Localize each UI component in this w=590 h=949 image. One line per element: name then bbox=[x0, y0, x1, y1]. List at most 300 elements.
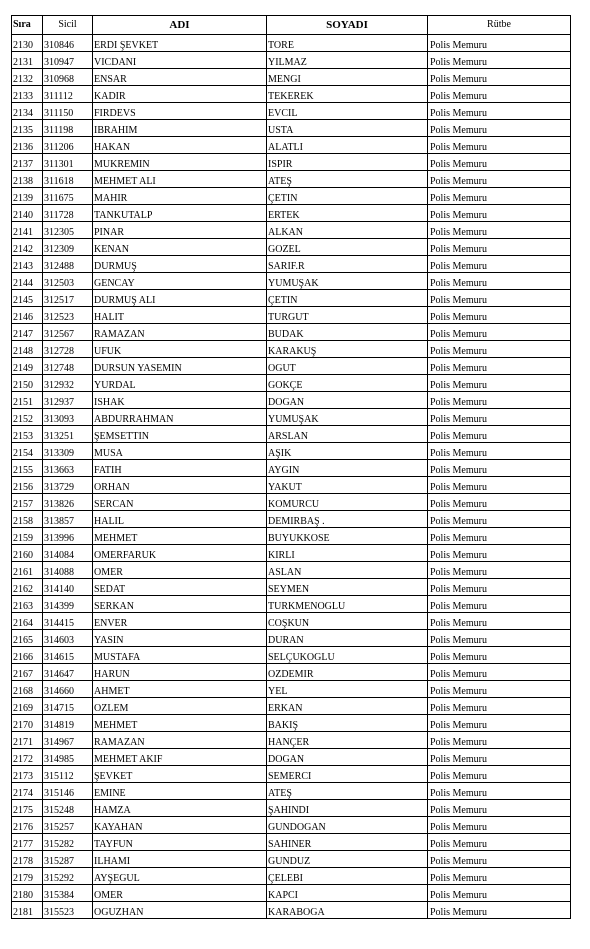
cell-rutbe: Polis Memuru bbox=[428, 426, 571, 443]
cell-sicil: 312937 bbox=[43, 392, 93, 409]
cell-adi: KAYAHAN bbox=[93, 817, 267, 834]
cell-sira: 2161 bbox=[12, 562, 43, 579]
cell-adi: OGUZHAN bbox=[93, 902, 267, 919]
cell-sira: 2176 bbox=[12, 817, 43, 834]
cell-soyadi: ALATLI bbox=[267, 137, 428, 154]
cell-sira: 2179 bbox=[12, 868, 43, 885]
cell-sira: 2145 bbox=[12, 290, 43, 307]
cell-soyadi: DOGAN bbox=[267, 749, 428, 766]
table-row bbox=[12, 426, 571, 443]
cell-rutbe: Polis Memuru bbox=[428, 749, 571, 766]
table-row bbox=[12, 392, 571, 409]
cell-rutbe: Polis Memuru bbox=[428, 188, 571, 205]
cell-adi: EMINE bbox=[93, 783, 267, 800]
table-row bbox=[12, 137, 571, 154]
table-row bbox=[12, 358, 571, 375]
table-row bbox=[12, 307, 571, 324]
personnel-table bbox=[11, 15, 571, 919]
cell-adi: DURSUN YASEMIN bbox=[93, 358, 267, 375]
cell-rutbe: Polis Memuru bbox=[428, 783, 571, 800]
cell-sira: 2159 bbox=[12, 528, 43, 545]
cell-rutbe: Polis Memuru bbox=[428, 35, 571, 52]
cell-sicil: 313996 bbox=[43, 528, 93, 545]
table-row bbox=[12, 120, 571, 137]
table-row bbox=[12, 69, 571, 86]
cell-soyadi: ÇETIN bbox=[267, 188, 428, 205]
cell-rutbe: Polis Memuru bbox=[428, 528, 571, 545]
cell-sicil: 311618 bbox=[43, 171, 93, 188]
cell-soyadi: DURAN bbox=[267, 630, 428, 647]
table-row bbox=[12, 154, 571, 171]
table-row bbox=[12, 664, 571, 681]
cell-sicil: 315146 bbox=[43, 783, 93, 800]
cell-soyadi: ŞAHINDI bbox=[267, 800, 428, 817]
cell-sicil: 315282 bbox=[43, 834, 93, 851]
cell-adi: MEHMET bbox=[93, 528, 267, 545]
cell-rutbe: Polis Memuru bbox=[428, 579, 571, 596]
cell-soyadi: AYGIN bbox=[267, 460, 428, 477]
table-row bbox=[12, 766, 571, 783]
header-soyadi: SOYADI bbox=[267, 16, 428, 35]
cell-soyadi: ALKAN bbox=[267, 222, 428, 239]
cell-sicil: 311728 bbox=[43, 205, 93, 222]
cell-sira: 2140 bbox=[12, 205, 43, 222]
cell-adi: ŞEMSETTIN bbox=[93, 426, 267, 443]
cell-soyadi: KAPCI bbox=[267, 885, 428, 902]
cell-rutbe: Polis Memuru bbox=[428, 120, 571, 137]
cell-rutbe: Polis Memuru bbox=[428, 86, 571, 103]
cell-soyadi: OZDEMIR bbox=[267, 664, 428, 681]
cell-soyadi: HANÇER bbox=[267, 732, 428, 749]
cell-rutbe: Polis Memuru bbox=[428, 358, 571, 375]
cell-rutbe: Polis Memuru bbox=[428, 494, 571, 511]
cell-adi: MEHMET bbox=[93, 715, 267, 732]
cell-rutbe: Polis Memuru bbox=[428, 290, 571, 307]
cell-soyadi: KARAKUŞ bbox=[267, 341, 428, 358]
cell-adi: AYŞEGUL bbox=[93, 868, 267, 885]
cell-sicil: 314088 bbox=[43, 562, 93, 579]
cell-soyadi: ERKAN bbox=[267, 698, 428, 715]
table-row bbox=[12, 86, 571, 103]
cell-sira: 2147 bbox=[12, 324, 43, 341]
cell-adi: DURMUŞ ALI bbox=[93, 290, 267, 307]
cell-rutbe: Polis Memuru bbox=[428, 137, 571, 154]
header-row bbox=[12, 16, 571, 35]
cell-adi: SEDAT bbox=[93, 579, 267, 596]
cell-sira: 2180 bbox=[12, 885, 43, 902]
cell-sicil: 312728 bbox=[43, 341, 93, 358]
cell-adi: FIRDEVS bbox=[93, 103, 267, 120]
cell-soyadi: SELÇUKOGLU bbox=[267, 647, 428, 664]
cell-adi: ERDI ŞEVKET bbox=[93, 35, 267, 52]
cell-rutbe: Polis Memuru bbox=[428, 596, 571, 613]
header-rutbe: Rütbe bbox=[428, 16, 571, 35]
cell-soyadi: GOKÇE bbox=[267, 375, 428, 392]
cell-adi: IBRAHIM bbox=[93, 120, 267, 137]
cell-soyadi: TORE bbox=[267, 35, 428, 52]
cell-adi: SERCAN bbox=[93, 494, 267, 511]
cell-adi: TANKUTALP bbox=[93, 205, 267, 222]
cell-adi: ILHAMI bbox=[93, 851, 267, 868]
cell-sira: 2181 bbox=[12, 902, 43, 919]
cell-soyadi: SARIF.R bbox=[267, 256, 428, 273]
cell-soyadi: TURGUT bbox=[267, 307, 428, 324]
cell-sira: 2163 bbox=[12, 596, 43, 613]
cell-rutbe: Polis Memuru bbox=[428, 817, 571, 834]
table-row bbox=[12, 562, 571, 579]
cell-rutbe: Polis Memuru bbox=[428, 307, 571, 324]
cell-rutbe: Polis Memuru bbox=[428, 681, 571, 698]
cell-sira: 2168 bbox=[12, 681, 43, 698]
cell-soyadi: TURKMENOGLU bbox=[267, 596, 428, 613]
cell-sira: 2175 bbox=[12, 800, 43, 817]
table-row bbox=[12, 698, 571, 715]
table-row bbox=[12, 545, 571, 562]
cell-sicil: 311301 bbox=[43, 154, 93, 171]
cell-sicil: 313093 bbox=[43, 409, 93, 426]
cell-adi: ABDURRAHMAN bbox=[93, 409, 267, 426]
cell-rutbe: Polis Memuru bbox=[428, 324, 571, 341]
cell-sira: 2144 bbox=[12, 273, 43, 290]
cell-adi: HALIT bbox=[93, 307, 267, 324]
cell-soyadi: COŞKUN bbox=[267, 613, 428, 630]
table-row bbox=[12, 715, 571, 732]
cell-soyadi: BUYUKKOSE bbox=[267, 528, 428, 545]
cell-rutbe: Polis Memuru bbox=[428, 171, 571, 188]
table-row bbox=[12, 273, 571, 290]
cell-rutbe: Polis Memuru bbox=[428, 52, 571, 69]
cell-rutbe: Polis Memuru bbox=[428, 664, 571, 681]
table-row bbox=[12, 477, 571, 494]
cell-rutbe: Polis Memuru bbox=[428, 154, 571, 171]
cell-sira: 2160 bbox=[12, 545, 43, 562]
cell-adi: OMER bbox=[93, 885, 267, 902]
cell-sira: 2151 bbox=[12, 392, 43, 409]
cell-soyadi: GUNDUZ bbox=[267, 851, 428, 868]
cell-soyadi: YUMUŞAK bbox=[267, 409, 428, 426]
cell-sicil: 312567 bbox=[43, 324, 93, 341]
cell-soyadi: SEMERCI bbox=[267, 766, 428, 783]
table-row bbox=[12, 800, 571, 817]
cell-sicil: 312488 bbox=[43, 256, 93, 273]
table-row bbox=[12, 868, 571, 885]
cell-sicil: 313309 bbox=[43, 443, 93, 460]
cell-adi: MUSTAFA bbox=[93, 647, 267, 664]
cell-sicil: 312523 bbox=[43, 307, 93, 324]
cell-sira: 2169 bbox=[12, 698, 43, 715]
cell-rutbe: Polis Memuru bbox=[428, 103, 571, 120]
cell-sira: 2162 bbox=[12, 579, 43, 596]
table-row bbox=[12, 52, 571, 69]
table-row bbox=[12, 630, 571, 647]
cell-sira: 2154 bbox=[12, 443, 43, 460]
cell-sicil: 314647 bbox=[43, 664, 93, 681]
cell-sira: 2137 bbox=[12, 154, 43, 171]
cell-rutbe: Polis Memuru bbox=[428, 766, 571, 783]
cell-adi: HARUN bbox=[93, 664, 267, 681]
cell-rutbe: Polis Memuru bbox=[428, 545, 571, 562]
table-row bbox=[12, 511, 571, 528]
cell-sicil: 311150 bbox=[43, 103, 93, 120]
table-row bbox=[12, 817, 571, 834]
table-row bbox=[12, 834, 571, 851]
cell-sira: 2167 bbox=[12, 664, 43, 681]
cell-sira: 2149 bbox=[12, 358, 43, 375]
cell-sira: 2135 bbox=[12, 120, 43, 137]
cell-adi: ENSAR bbox=[93, 69, 267, 86]
cell-sira: 2172 bbox=[12, 749, 43, 766]
cell-soyadi: YAKUT bbox=[267, 477, 428, 494]
table-row bbox=[12, 732, 571, 749]
cell-sira: 2174 bbox=[12, 783, 43, 800]
cell-rutbe: Polis Memuru bbox=[428, 511, 571, 528]
cell-adi: HALIL bbox=[93, 511, 267, 528]
cell-soyadi: KIRLI bbox=[267, 545, 428, 562]
table-row bbox=[12, 205, 571, 222]
cell-adi: GENCAY bbox=[93, 273, 267, 290]
cell-soyadi: YEL bbox=[267, 681, 428, 698]
cell-sira: 2153 bbox=[12, 426, 43, 443]
cell-rutbe: Polis Memuru bbox=[428, 834, 571, 851]
cell-sira: 2152 bbox=[12, 409, 43, 426]
cell-sicil: 311112 bbox=[43, 86, 93, 103]
cell-rutbe: Polis Memuru bbox=[428, 698, 571, 715]
table-row bbox=[12, 409, 571, 426]
cell-sicil: 315112 bbox=[43, 766, 93, 783]
cell-rutbe: Polis Memuru bbox=[428, 902, 571, 919]
table-body bbox=[12, 35, 571, 919]
cell-soyadi: ÇETIN bbox=[267, 290, 428, 307]
cell-adi: KENAN bbox=[93, 239, 267, 256]
cell-rutbe: Polis Memuru bbox=[428, 715, 571, 732]
cell-soyadi: YUMUŞAK bbox=[267, 273, 428, 290]
table-row bbox=[12, 647, 571, 664]
cell-adi: SERKAN bbox=[93, 596, 267, 613]
cell-sira: 2134 bbox=[12, 103, 43, 120]
header-adi: ADI bbox=[93, 16, 267, 35]
cell-sira: 2157 bbox=[12, 494, 43, 511]
cell-rutbe: Polis Memuru bbox=[428, 205, 571, 222]
cell-sira: 2138 bbox=[12, 171, 43, 188]
cell-adi: ENVER bbox=[93, 613, 267, 630]
table-row bbox=[12, 528, 571, 545]
cell-rutbe: Polis Memuru bbox=[428, 256, 571, 273]
cell-sira: 2132 bbox=[12, 69, 43, 86]
table-row bbox=[12, 460, 571, 477]
cell-sira: 2177 bbox=[12, 834, 43, 851]
cell-rutbe: Polis Memuru bbox=[428, 392, 571, 409]
table-row bbox=[12, 885, 571, 902]
cell-sira: 2142 bbox=[12, 239, 43, 256]
cell-soyadi: BAKIŞ bbox=[267, 715, 428, 732]
cell-sicil: 314715 bbox=[43, 698, 93, 715]
cell-rutbe: Polis Memuru bbox=[428, 630, 571, 647]
cell-adi: FATIH bbox=[93, 460, 267, 477]
cell-sira: 2139 bbox=[12, 188, 43, 205]
cell-adi: YASIN bbox=[93, 630, 267, 647]
header-sira: Sıra bbox=[12, 16, 43, 35]
cell-sira: 2164 bbox=[12, 613, 43, 630]
cell-sicil: 313857 bbox=[43, 511, 93, 528]
table-row bbox=[12, 681, 571, 698]
cell-sicil: 310968 bbox=[43, 69, 93, 86]
cell-sicil: 314819 bbox=[43, 715, 93, 732]
table-row bbox=[12, 341, 571, 358]
cell-sicil: 313251 bbox=[43, 426, 93, 443]
cell-sicil: 315384 bbox=[43, 885, 93, 902]
cell-adi: TAYFUN bbox=[93, 834, 267, 851]
cell-soyadi: MENGI bbox=[267, 69, 428, 86]
table-row bbox=[12, 613, 571, 630]
cell-soyadi: DEMIRBAŞ . bbox=[267, 511, 428, 528]
cell-sicil: 313729 bbox=[43, 477, 93, 494]
cell-sicil: 314399 bbox=[43, 596, 93, 613]
cell-soyadi: USTA bbox=[267, 120, 428, 137]
cell-rutbe: Polis Memuru bbox=[428, 562, 571, 579]
cell-sicil: 312309 bbox=[43, 239, 93, 256]
cell-adi: OMERFARUK bbox=[93, 545, 267, 562]
cell-sicil: 314140 bbox=[43, 579, 93, 596]
table-row bbox=[12, 188, 571, 205]
table-row bbox=[12, 443, 571, 460]
cell-rutbe: Polis Memuru bbox=[428, 443, 571, 460]
cell-adi: ISHAK bbox=[93, 392, 267, 409]
cell-rutbe: Polis Memuru bbox=[428, 341, 571, 358]
header-sicil: Sicil bbox=[43, 16, 93, 35]
cell-sicil: 314985 bbox=[43, 749, 93, 766]
cell-adi: ORHAN bbox=[93, 477, 267, 494]
table-row bbox=[12, 749, 571, 766]
cell-adi: HAMZA bbox=[93, 800, 267, 817]
cell-sira: 2173 bbox=[12, 766, 43, 783]
cell-rutbe: Polis Memuru bbox=[428, 460, 571, 477]
cell-soyadi: AŞIK bbox=[267, 443, 428, 460]
cell-sira: 2178 bbox=[12, 851, 43, 868]
cell-sicil: 310846 bbox=[43, 35, 93, 52]
cell-adi: RAMAZAN bbox=[93, 732, 267, 749]
cell-adi: MAHIR bbox=[93, 188, 267, 205]
table-row bbox=[12, 239, 571, 256]
cell-sira: 2141 bbox=[12, 222, 43, 239]
cell-sicil: 312503 bbox=[43, 273, 93, 290]
cell-soyadi: ARSLAN bbox=[267, 426, 428, 443]
cell-soyadi: OGUT bbox=[267, 358, 428, 375]
cell-soyadi: GUNDOGAN bbox=[267, 817, 428, 834]
cell-adi: UFUK bbox=[93, 341, 267, 358]
cell-soyadi: EVCIL bbox=[267, 103, 428, 120]
table-row bbox=[12, 494, 571, 511]
cell-soyadi: ISPIR bbox=[267, 154, 428, 171]
cell-rutbe: Polis Memuru bbox=[428, 375, 571, 392]
cell-sicil: 313826 bbox=[43, 494, 93, 511]
cell-adi: HAKAN bbox=[93, 137, 267, 154]
table-row bbox=[12, 902, 571, 919]
cell-soyadi: ERTEK bbox=[267, 205, 428, 222]
cell-soyadi: KARABOGA bbox=[267, 902, 428, 919]
cell-adi: MEHMET ALI bbox=[93, 171, 267, 188]
table-row bbox=[12, 35, 571, 52]
cell-sira: 2133 bbox=[12, 86, 43, 103]
cell-sicil: 310947 bbox=[43, 52, 93, 69]
cell-sicil: 312305 bbox=[43, 222, 93, 239]
cell-adi: VICDANI bbox=[93, 52, 267, 69]
cell-rutbe: Polis Memuru bbox=[428, 732, 571, 749]
cell-soyadi: SEYMEN bbox=[267, 579, 428, 596]
cell-sira: 2146 bbox=[12, 307, 43, 324]
cell-sira: 2155 bbox=[12, 460, 43, 477]
cell-soyadi: ÇELEBI bbox=[267, 868, 428, 885]
cell-sira: 2170 bbox=[12, 715, 43, 732]
cell-adi: ŞEVKET bbox=[93, 766, 267, 783]
cell-soyadi: GOZEL bbox=[267, 239, 428, 256]
cell-rutbe: Polis Memuru bbox=[428, 647, 571, 664]
cell-sicil: 314415 bbox=[43, 613, 93, 630]
cell-sira: 2148 bbox=[12, 341, 43, 358]
cell-sicil: 315248 bbox=[43, 800, 93, 817]
cell-rutbe: Polis Memuru bbox=[428, 222, 571, 239]
cell-sira: 2165 bbox=[12, 630, 43, 647]
cell-adi: MEHMET AKIF bbox=[93, 749, 267, 766]
cell-sira: 2131 bbox=[12, 52, 43, 69]
cell-sicil: 315292 bbox=[43, 868, 93, 885]
cell-soyadi: ASLAN bbox=[267, 562, 428, 579]
cell-adi: OZLEM bbox=[93, 698, 267, 715]
table-row bbox=[12, 171, 571, 188]
cell-soyadi: YILMAZ bbox=[267, 52, 428, 69]
cell-adi: DURMUŞ bbox=[93, 256, 267, 273]
cell-sicil: 312932 bbox=[43, 375, 93, 392]
cell-adi: OMER bbox=[93, 562, 267, 579]
cell-adi: RAMAZAN bbox=[93, 324, 267, 341]
cell-soyadi: DOGAN bbox=[267, 392, 428, 409]
cell-rutbe: Polis Memuru bbox=[428, 273, 571, 290]
table-row bbox=[12, 596, 571, 613]
cell-adi: PINAR bbox=[93, 222, 267, 239]
cell-sira: 2171 bbox=[12, 732, 43, 749]
cell-sira: 2130 bbox=[12, 35, 43, 52]
cell-soyadi: ATEŞ bbox=[267, 171, 428, 188]
cell-sicil: 315287 bbox=[43, 851, 93, 868]
cell-sira: 2150 bbox=[12, 375, 43, 392]
table-row bbox=[12, 375, 571, 392]
table-row bbox=[12, 290, 571, 307]
cell-sicil: 314660 bbox=[43, 681, 93, 698]
cell-adi: MUKREMIN bbox=[93, 154, 267, 171]
cell-adi: AHMET bbox=[93, 681, 267, 698]
table-row bbox=[12, 851, 571, 868]
table-row bbox=[12, 222, 571, 239]
cell-rutbe: Polis Memuru bbox=[428, 409, 571, 426]
table-row bbox=[12, 783, 571, 800]
cell-sicil: 311675 bbox=[43, 188, 93, 205]
cell-sicil: 311206 bbox=[43, 137, 93, 154]
cell-sicil: 314967 bbox=[43, 732, 93, 749]
cell-adi: YURDAL bbox=[93, 375, 267, 392]
cell-sicil: 312748 bbox=[43, 358, 93, 375]
table-row bbox=[12, 579, 571, 596]
cell-sicil: 314615 bbox=[43, 647, 93, 664]
cell-soyadi: BUDAK bbox=[267, 324, 428, 341]
cell-sicil: 314603 bbox=[43, 630, 93, 647]
table-row bbox=[12, 256, 571, 273]
cell-sira: 2136 bbox=[12, 137, 43, 154]
cell-soyadi: ATEŞ bbox=[267, 783, 428, 800]
cell-sira: 2156 bbox=[12, 477, 43, 494]
cell-rutbe: Polis Memuru bbox=[428, 477, 571, 494]
cell-rutbe: Polis Memuru bbox=[428, 239, 571, 256]
table-row bbox=[12, 324, 571, 341]
cell-sira: 2166 bbox=[12, 647, 43, 664]
